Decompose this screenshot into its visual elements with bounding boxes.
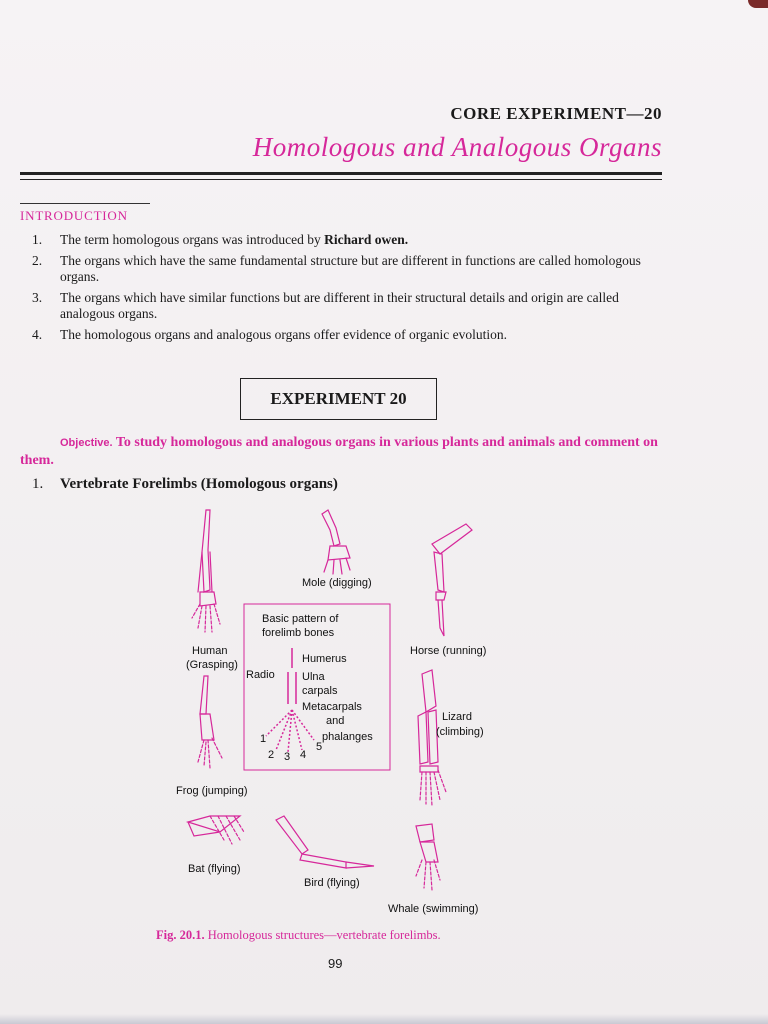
lizard-forelimb-drawing xyxy=(418,670,446,806)
label-frog: Frog (jumping) xyxy=(176,785,248,797)
human-forelimb-drawing xyxy=(192,510,220,632)
list-item-text: The organs which have the same fundamental structure but are different in functions are called homologous organs. xyxy=(60,253,641,284)
label-mole: Mole (digging) xyxy=(302,577,372,589)
label-human-grasping: (Grasping) xyxy=(186,659,238,671)
label-digit-2: 2 xyxy=(268,749,275,761)
figure-caption-label: Fig. 20.1. xyxy=(156,928,205,942)
header-rule-thin xyxy=(20,179,662,180)
bat-forelimb-drawing xyxy=(188,816,244,844)
list-item-number: 4. xyxy=(32,327,43,342)
label-horse: Horse (running) xyxy=(410,645,487,657)
bird-forelimb-drawing xyxy=(276,816,374,868)
label-digit-4: 4 xyxy=(300,749,307,761)
label-ulna: Ulna xyxy=(302,671,325,683)
label-lizard: Lizard xyxy=(442,711,472,723)
objective-paragraph xyxy=(20,434,662,470)
objective-label: Objective. xyxy=(60,437,113,449)
mole-forelimb-drawing xyxy=(322,510,350,574)
label-and: and xyxy=(326,715,345,727)
label-humerus: Humerus xyxy=(302,653,347,665)
figure-caption-text: Homologous structures—vertebrate forelimbs. xyxy=(204,928,441,942)
section-title: Vertebrate Forelimbs (Homologous organs) xyxy=(60,476,338,492)
introduction-list xyxy=(32,232,662,348)
label-digit-1: 1 xyxy=(260,733,267,745)
list-item xyxy=(32,253,662,285)
horse-forelimb-drawing xyxy=(432,524,472,636)
page-bottom-edge xyxy=(0,1014,768,1024)
introduction-heading: INTRODUCTION xyxy=(20,203,150,224)
figure-caption xyxy=(156,928,441,943)
label-radio: Radio xyxy=(246,669,275,681)
objective-text: To study homologous and analogous organs in various plants and animals and comment on them. xyxy=(20,435,658,468)
page-number: 99 xyxy=(328,956,343,971)
page-title: Homologous and Analogous Organs xyxy=(252,132,662,162)
label-bird: Bird (flying) xyxy=(304,877,360,889)
section-number: 1. xyxy=(32,476,44,492)
section-heading xyxy=(32,476,338,493)
list-item-number: 2. xyxy=(32,253,43,268)
label-forelimb-bones: forelimb bones xyxy=(262,627,335,639)
label-digit-5: 5 xyxy=(316,741,323,753)
list-item xyxy=(32,232,662,248)
label-human: Human xyxy=(192,645,228,657)
experiment-box: EXPERIMENT 20 xyxy=(240,378,437,420)
header-rule-thick xyxy=(20,172,662,175)
list-item-text: The homologous organs and analogous organs offer evidence of organic evolution. xyxy=(60,327,508,342)
label-metacarpals: Metacarpals xyxy=(302,701,362,713)
list-item-text: The term homologous organs was introduced by Richard owen. xyxy=(60,232,409,247)
label-phalanges: phalanges xyxy=(322,731,373,743)
list-item-text: The organs which have similar functions but are different in their structural details and origin are called analogous organs. xyxy=(60,290,619,321)
label-bat: Bat (flying) xyxy=(188,863,241,875)
label-lizard-climbing: (climbing) xyxy=(436,726,484,738)
frog-forelimb-drawing xyxy=(198,676,222,768)
label-digit-3: 3 xyxy=(284,751,291,763)
label-basic-pattern: Basic pattern of xyxy=(262,613,339,625)
list-item-number: 1. xyxy=(32,232,43,247)
list-item-bold: Richard owen. xyxy=(324,232,409,247)
list-item xyxy=(32,290,662,322)
label-carpals: carpals xyxy=(302,685,338,697)
whale-forelimb-drawing xyxy=(416,824,440,890)
list-item-number: 3. xyxy=(32,290,43,305)
list-item xyxy=(32,327,662,343)
label-whale: Whale (swimming) xyxy=(388,903,479,915)
forelimb-figure xyxy=(170,500,510,930)
page-corner-shadow xyxy=(748,0,768,8)
core-experiment-label: CORE EXPERIMENT—20 xyxy=(450,104,662,123)
